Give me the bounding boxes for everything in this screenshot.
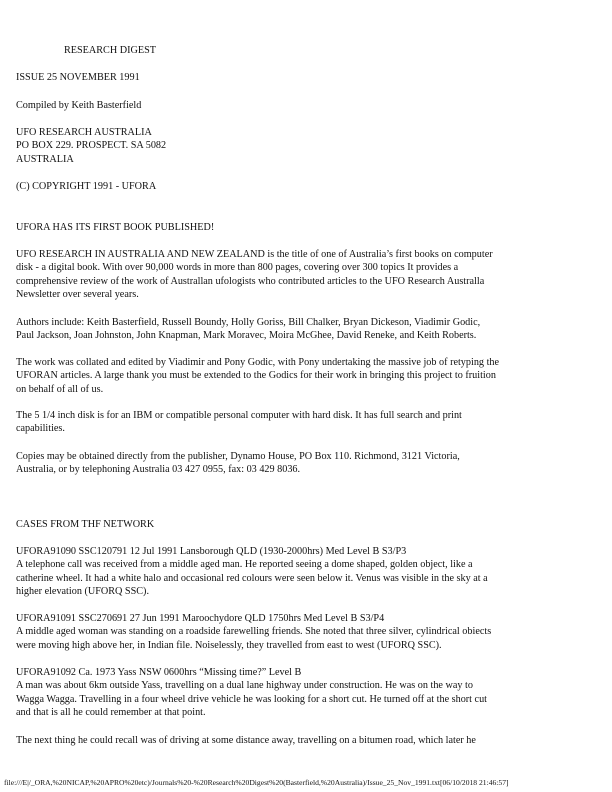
text-line: catherine wheel. It had a white halo and occasional red colours were seen below it. Venus was visible in the sky at a: [16, 572, 488, 584]
book-paragraph-4: [16, 409, 598, 436]
case-header-line: UFORA91090 SSC120791 12 Jul 1991 Lansborough QLD (1930-2000hrs) Med Level B S3/P3: [16, 546, 407, 557]
book-paragraph-5: [16, 450, 598, 477]
text-line: A telephone call was received from a middle aged man. He reported seeing a dome shaped, golden object, like a: [16, 559, 473, 571]
text-line: Copies may be obtained directly from the publisher, Dynamo House, PO Box 110. Richmond, 3121 Victoria,: [16, 451, 460, 462]
text-line: higher elevation (UFORQ SSC).: [16, 586, 149, 598]
text-line: and that is all he could remember at that point.: [16, 707, 206, 719]
text-line: capabilities.: [16, 423, 65, 435]
case-header-line: UFORA91092 Ca. 1973 Yass NSW 0600hrs “Missing time?” Level B: [16, 667, 302, 678]
text-line: A middle aged woman was standing on a roadside farewelling friends. She noted that three silver, cylindrical obiects: [16, 626, 492, 638]
text-line: The next thing he could recall was of driving at some distance away, travelling on a bitumen road, which later he: [16, 735, 476, 746]
book-paragraph-1: [16, 248, 598, 302]
case-ufora91092: [16, 666, 598, 720]
text-line: Newsletter over several years.: [16, 289, 139, 301]
org-address-line-1: PO BOX 229. PROSPECT. SA 5082: [16, 140, 167, 151]
text-line: The work was collated and edited by Viadimir and Pony Godic, with Pony undertaking the massive job of retyping the: [16, 357, 500, 368]
book-paragraph-2: [16, 316, 598, 343]
org-address-line-2: AUSTRALIA: [16, 154, 74, 165]
book-paragraph-3: [16, 356, 598, 396]
org-name: UFO RESEARCH AUSTRALIA: [16, 127, 152, 138]
book-heading: UFORA HAS ITS FIRST BOOK PUBLISHED!: [16, 222, 215, 233]
text-line: were moving high above her, in Indian file. Noiselessly, they travelled from east to west (UFORQ SSC).: [16, 639, 442, 651]
text-line: on behalf of all of us.: [16, 383, 104, 395]
text-line: comprehensive review of the work of Australlan ufologists who contributed articles to the UFO Research Australla: [16, 275, 485, 287]
text-line: The 5 1/4 inch disk is for an IBM or compatible personal computer with hard disk. It has full search and print: [16, 410, 462, 421]
case-ufora91091: [16, 612, 598, 652]
text-line: Authors include: Keith Basterfield, Russell Boundy, Holly Goriss, Bill Chalker, Bryan Dickeson, Viadimir Godic,: [16, 317, 481, 328]
case-ufora91090: [16, 545, 598, 599]
digest-title: RESEARCH DIGEST: [64, 45, 156, 56]
text-line: Wagga Wagga. Travelling in a four wheel drive vehicle he was looking for a short cut. He turned off at the short cut: [16, 693, 488, 705]
text-line: Australia, or by telephoning Australia 03 427 0955, fax: 03 429 8036.: [16, 464, 301, 476]
text-line: A man was about 6km outside Yass, travelling on a dual lane highway under construction. He was on the way to: [16, 680, 473, 692]
text-line: Paul Jackson, Joan Johnston, John Knapman, Mark Moravec, Moira McGhee, David Reneke, and Keith Roberts.: [16, 330, 477, 342]
issue-line: ISSUE 25 NOVEMBER 1991: [16, 72, 140, 83]
text-line: UFORAN articles. A large thank you must be extended to the Godics for their work in bringing this project to fruition: [16, 370, 496, 382]
case-ufora91092-continued: [16, 734, 598, 747]
compiled-by: Compiled by Keith Basterfield: [16, 100, 142, 111]
case-header-line: UFORA91091 SSC270691 27 Jun 1991 Maroochydore QLD 1750hrs Med Level B S3/P4: [16, 613, 385, 624]
text-line: UFO RESEARCH IN AUSTRALIA AND NEW ZEALAND is the title of one of Australia’s first books on computer: [16, 249, 493, 260]
text-line: disk - a digital book. With over 90,000 words in more than 800 pages, covering over 300 topics It provides a: [16, 262, 459, 274]
cases-heading: CASES FROM THF NETWORK: [16, 519, 155, 530]
file-path-footer: file:///E|/_ORA,%20NICAP,%20APRO%20etc)/Journals%20-%20Research%20Digest%20(Basterfield,%20Australia)/Issue_25_Nov_1991.txt[06/10/2018 21:46:57]: [4, 778, 509, 787]
copyright-line: (C) COPYRIGHT 1991 - UFORA: [16, 181, 157, 192]
